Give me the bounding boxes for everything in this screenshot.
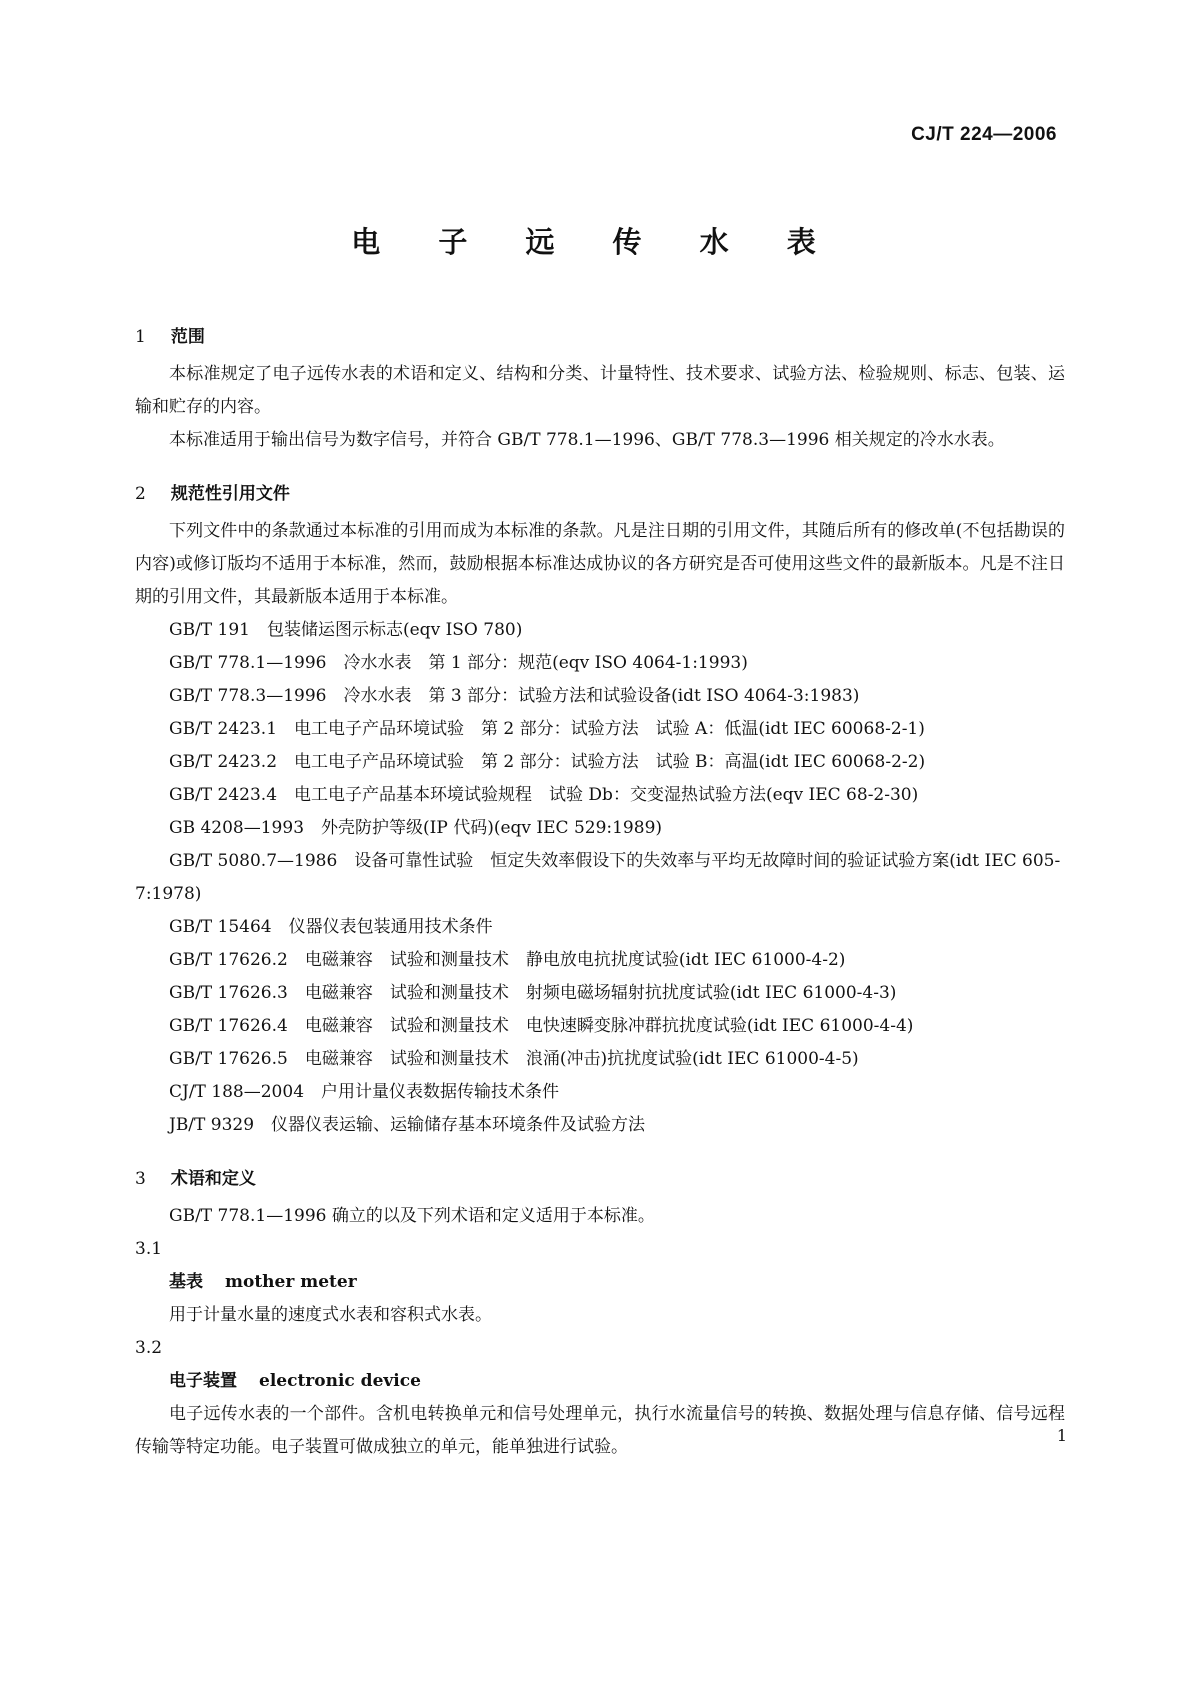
- reference-item: GB/T 2423.4 电工电子产品基本环境试验规程 试验 Db：交变湿热试验方法(eqv IEC 68-2-30): [169, 785, 919, 805]
- page-title: 电 子 远 传 水 表: [351, 225, 840, 259]
- section-title: 术语和定义: [170, 1169, 256, 1189]
- paragraph: GB/T 778.1—1996 确立的以及下列术语和定义适用于本标准。: [169, 1206, 655, 1226]
- reference-item: GB/T 2423.1 电工电子产品环境试验 第 2 部分：试验方法 试验 A：低温(idt IEC 60068-2-1): [169, 719, 925, 739]
- term-number: 3.1: [135, 1239, 163, 1259]
- section-number: 3: [135, 1169, 146, 1189]
- page-number: 1: [1056, 1426, 1067, 1445]
- section-number: 2: [135, 484, 146, 504]
- term-definition: 电子远传水表的一个部件。含机电转换单元和信号处理单元，执行水流量信号的转换、数据处理与信息存储、信号远程传输等特定功能。电子装置可做成独立的单元，能单独进行试验。: [135, 1404, 1065, 1457]
- term-number: 3.2: [135, 1338, 163, 1358]
- paragraph: 本标准规定了电子远传水表的术语和定义、结构和分类、计量特性、技术要求、试验方法、检验规则、标志、包装、运输和贮存的内容。: [135, 364, 1065, 417]
- reference-item: GB/T 17626.4 电磁兼容 试验和测量技术 电快速瞬变脉冲群抗扰度试验(idt IEC 61000-4-4): [169, 1016, 914, 1036]
- reference-item: GB/T 17626.5 电磁兼容 试验和测量技术 浪涌(冲击)抗扰度试验(idt IEC 61000-4-5): [169, 1049, 859, 1069]
- section-heading-scope: [135, 322, 1065, 358]
- reference-item: GB/T 2423.2 电工电子产品环境试验 第 2 部分：试验方法 试验 B：高温(idt IEC 60068-2-2): [169, 752, 926, 772]
- reference-item: JB/T 9329 仪器仪表运输、运输储存基本环境条件及试验方法: [169, 1115, 646, 1135]
- section-heading-terms: [135, 1164, 1065, 1200]
- term-zh: 电子装置: [169, 1371, 237, 1391]
- section-title: 范围: [170, 327, 205, 347]
- section-title: 规范性引用文件: [170, 484, 290, 504]
- reference-item: GB/T 5080.7—1986 设备可靠性试验 恒定失效率假设下的失效率与平均无故障时间的验证试验方案(idt IEC 605-7:1978): [135, 851, 1061, 904]
- paragraph: 本标准适用于输出信号为数字信号，并符合 GB/T 778.1—1996、GB/T 778.3—1996 相关规定的冷水水表。: [169, 430, 1005, 450]
- reference-item: CJ/T 188—2004 户用计量仪表数据传输技术条件: [169, 1082, 560, 1102]
- document-body: [135, 322, 1065, 1464]
- section-number: 1: [135, 327, 146, 347]
- paragraph: 下列文件中的条款通过本标准的引用而成为本标准的条款。凡是注日期的引用文件，其随后所有的修改单(不包括勘误的内容)或修订版均不适用于本标准，然而，鼓励根据本标准达成协议的各方研究是否可使用这些文件的最新版本。凡是不注日期的引用文件，其最新版本适用于本标准。: [135, 521, 1065, 607]
- reference-item: GB/T 15464 仪器仪表包装通用技术条件: [169, 917, 493, 937]
- term-heading: [135, 1266, 1065, 1299]
- term-zh: 基表: [169, 1272, 203, 1292]
- reference-item: GB/T 778.3—1996 冷水水表 第 3 部分：试验方法和试验设备(idt ISO 4064-3:1983): [169, 686, 860, 706]
- term-en: electronic device: [259, 1371, 421, 1391]
- reference-item: GB 4208—1993 外壳防护等级(IP 代码)(eqv IEC 529:1989): [169, 818, 663, 838]
- reference-item: GB/T 778.1—1996 冷水水表 第 1 部分：规范(eqv ISO 4064-1:1993): [169, 653, 748, 673]
- section-heading-normative-references: [135, 479, 1065, 515]
- standard-code: CJ/T 224—2006: [911, 124, 1057, 145]
- reference-item: GB/T 191 包装储运图示标志(eqv ISO 780): [169, 620, 523, 640]
- reference-item: GB/T 17626.3 电磁兼容 试验和测量技术 射频电磁场辐射抗扰度试验(idt IEC 61000-4-3): [169, 983, 897, 1003]
- reference-item: GB/T 17626.2 电磁兼容 试验和测量技术 静电放电抗扰度试验(idt IEC 61000-4-2): [169, 950, 846, 970]
- term-en: mother meter: [225, 1272, 357, 1292]
- term-definition: 用于计量水量的速度式水表和容积式水表。: [169, 1305, 492, 1325]
- term-heading: [135, 1365, 1065, 1398]
